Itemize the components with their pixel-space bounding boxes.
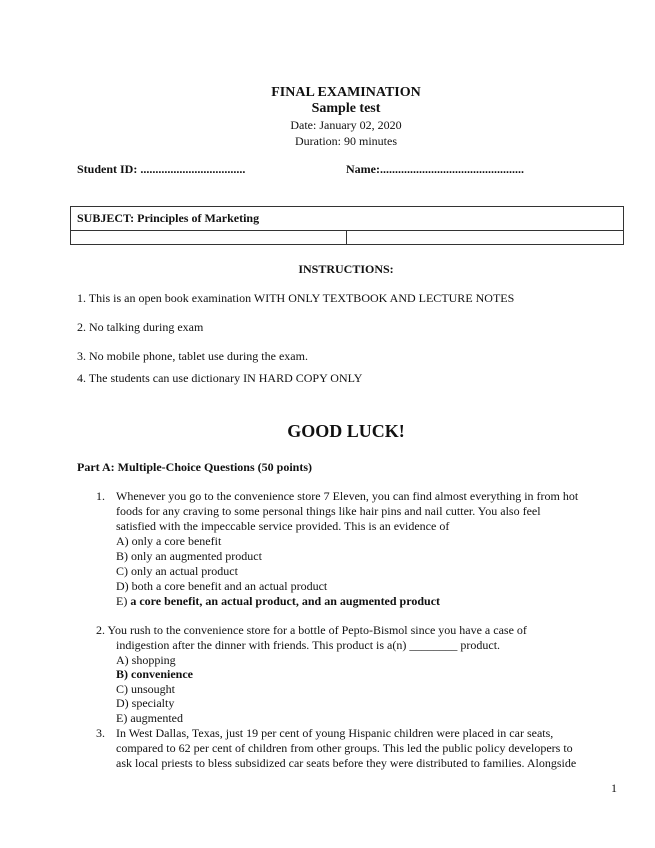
exam-duration: Duration: 90 minutes [295, 134, 397, 148]
good-luck: GOOD LUCK! [287, 421, 405, 441]
option: D) specialty [116, 696, 175, 710]
option: B) only an augmented product [116, 549, 262, 563]
option: D) both a core benefit and an actual product [116, 579, 328, 593]
instruction-item: 3. No mobile phone, tablet use during the exam. [77, 349, 308, 363]
student-id-field: Student ID: ................................... [77, 162, 246, 176]
option: C) only an actual product [116, 564, 238, 578]
option-label: E) [116, 594, 131, 608]
question-text: In West Dallas, Texas, just 19 per cent of young Hispanic children were placed in car seats, [116, 726, 554, 740]
option-answer [116, 594, 440, 609]
subject-table [70, 206, 624, 245]
option: E) augmented [116, 711, 183, 725]
page-number: 1 [611, 781, 617, 795]
question-number: 1. [96, 489, 105, 503]
question-text: ask local priests to bless subsidized car seats before they were distributed to families. Alongside [116, 756, 577, 770]
instruction-item: 2. No talking during exam [77, 320, 204, 334]
question-text: indigestion after the dinner with friends. This product is a(n) ________ product. [116, 638, 501, 652]
question-number: 3. [96, 726, 105, 740]
student-name-field: Name:................................................ [346, 162, 524, 176]
subject-cell: SUBJECT: Principles of Marketing [71, 207, 624, 231]
question-text: satisfied with the impeccable service provided. This is an evidence of [116, 519, 450, 533]
instructions-heading: INSTRUCTIONS: [298, 262, 394, 276]
empty-cell [347, 231, 624, 245]
question-text: Whenever you go to the convenience store 7 Eleven, you can find almost everything in from hot [116, 489, 579, 503]
option-answer: B) convenience [116, 667, 193, 681]
exam-subtitle: Sample test [311, 101, 381, 116]
answer-text: a core benefit, an actual product, and an augmented product [130, 594, 441, 608]
instruction-item: 1. This is an open book examination WITH ONLY TEXTBOOK AND LECTURE NOTES [77, 291, 515, 305]
option: A) only a core benefit [116, 534, 222, 548]
part-a-heading: Part A: Multiple-Choice Questions (50 points) [77, 460, 312, 474]
option: C) unsought [116, 682, 176, 696]
question-text: 2. You rush to the convenience store for a bottle of Pepto-Bismol since you have a case of [96, 623, 527, 637]
exam-title: FINAL EXAMINATION [271, 85, 421, 100]
instruction-item: 4. The students can use dictionary IN HARD COPY ONLY [77, 371, 363, 385]
exam-date: Date: January 02, 2020 [290, 118, 402, 132]
empty-cell [71, 231, 347, 245]
option: A) shopping [116, 653, 176, 667]
question-text: foods for any craving to some personal things like hair pins and nail cutter. You also feel [116, 504, 541, 518]
question-text: compared to 62 per cent of children from other groups. This led the public policy developers to [116, 741, 573, 755]
